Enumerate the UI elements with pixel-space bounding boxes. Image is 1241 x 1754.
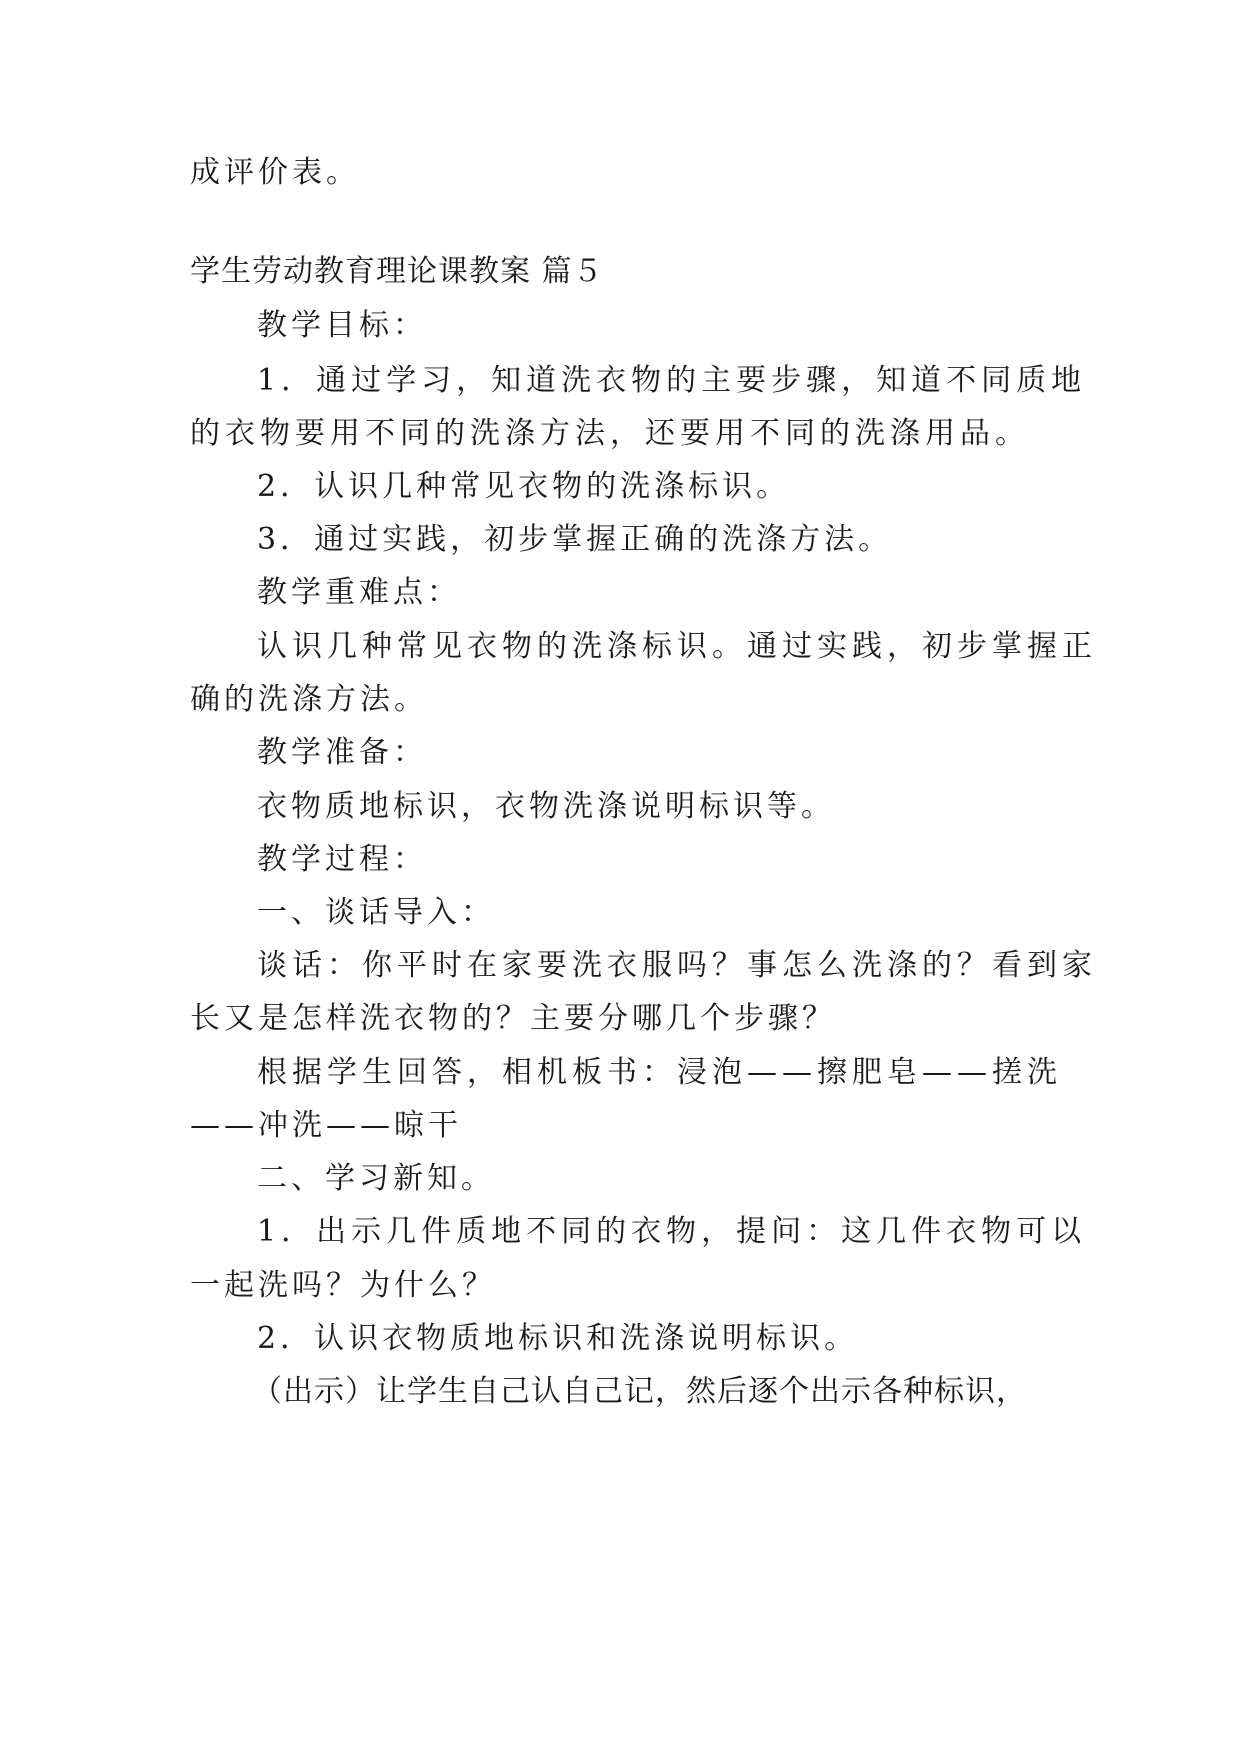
paragraph-line: 2．认识衣物质地标识和洗涤说明标识。 xyxy=(257,1321,859,1356)
subheading: 教学过程： xyxy=(257,842,427,877)
subheading: 教学重难点： xyxy=(257,575,461,610)
subheading: 一、谈话导入： xyxy=(257,895,495,930)
paragraph-line: 确的洗涤方法。 xyxy=(190,682,428,717)
paragraph-line: 1．通过学习，知道洗衣物的主要步骤，知道不同质地 xyxy=(257,363,1087,398)
paragraph-line: 认识几种常见衣物的洗涤标识。通过实践，初步掌握正 xyxy=(257,629,1097,664)
paragraph-line: 衣物质地标识，衣物洗涤说明标识等。 xyxy=(257,789,835,824)
paragraph-line: ——冲洗——晾干 xyxy=(190,1108,462,1143)
subheading: 二、学习新知。 xyxy=(257,1161,495,1196)
paragraph-line: 3．通过实践，初步掌握正确的洗涤方法。 xyxy=(257,522,893,557)
paragraph-line: （出示）让学生自己认自己记，然后逐个出示各种标识， xyxy=(252,1374,1027,1409)
paragraph-line: 根据学生回答，相机板书：浸泡——擦肥皂——搓洗 xyxy=(257,1055,1062,1090)
section-heading: 学生劳动教育理论课教案 篇５ xyxy=(190,254,604,289)
paragraph-line: 1．出示几件质地不同的衣物，提问：这几件衣物可以 xyxy=(257,1214,1087,1249)
subheading: 教学目标： xyxy=(257,308,427,343)
paragraph-line: 谈话：你平时在家要洗衣服吗？事怎么洗涤的？看到家 xyxy=(257,948,1097,983)
subheading: 教学准备： xyxy=(257,735,427,770)
paragraph-line: 一起洗吗？为什么？ xyxy=(190,1268,496,1303)
paragraph-line: 长又是怎样洗衣物的？主要分哪几个步骤？ xyxy=(190,1001,836,1036)
paragraph-line: 的衣物要用不同的洗涤方法，还要用不同的洗涤用品。 xyxy=(190,416,1030,451)
paragraph-line: 成评价表。 xyxy=(190,155,360,190)
paragraph-line: 2．认识几种常见衣物的洗涤标识。 xyxy=(257,469,791,504)
